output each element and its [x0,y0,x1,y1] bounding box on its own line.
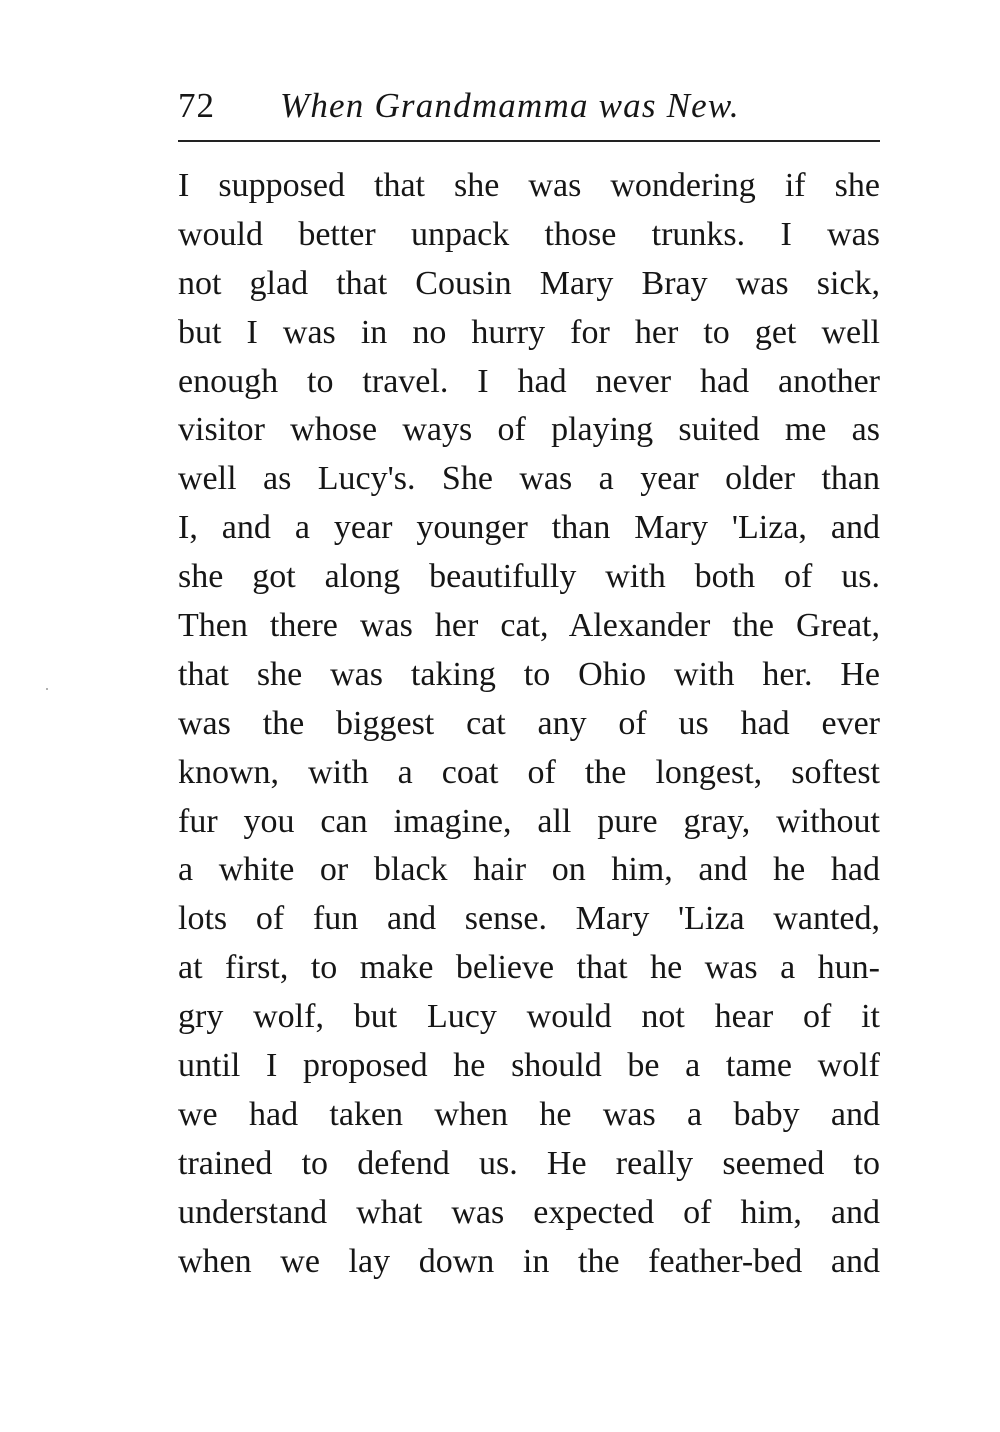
running-head [178,80,880,132]
text-line: known, with a coat of the longest, softest [178,753,880,791]
text-line: enough to travel. I had never had another [178,362,880,400]
text-line: not glad that Cousin Mary Bray was sick, [178,264,880,302]
body-text [178,162,880,1286]
text-line: at first, to make believe that he was a hun- [178,949,880,987]
page-number: 72 [178,86,215,125]
text-line: would better unpack those trunks. I was [178,215,880,253]
paper-speck [46,688,48,690]
text-line: until I proposed he should be a tame wolf [178,1047,880,1085]
text-line: well as Lucy's. She was a year older than [178,460,880,498]
text-line: gry wolf, but Lucy would not hear of it [178,998,880,1036]
text-line: understand what was expected of him, and [178,1193,880,1231]
text-line: I supposed that she was wondering if she [178,167,880,204]
text-line: lots of fun and sense. Mary 'Liza wanted, [178,900,880,938]
text-line: visitor whose ways of playing suited me as [178,411,880,449]
text-line: that she was taking to Ohio with her. He [178,655,880,693]
text-line: trained to defend us. He really seemed to [178,1144,880,1182]
text-line: we had taken when he was a baby and [178,1095,880,1133]
text-line: a white or black hair on him, and he had [178,851,880,889]
text-line: I, and a year younger than Mary 'Liza, and [178,509,880,547]
text-line: but I was in no hurry for her to get well [178,313,880,351]
text-line: fur you can imagine, all pure gray, without [178,802,880,840]
text-line: she got along beautifully with both of us. [178,558,880,596]
text-line: when we lay down in the feather-bed and [178,1242,880,1280]
text-line: Then there was her cat, Alexander the Great, [178,607,880,645]
text-line: was the biggest cat any of us had ever [178,704,880,742]
header-rule [178,140,880,142]
running-title: When Grandmamma was New. [280,86,740,125]
